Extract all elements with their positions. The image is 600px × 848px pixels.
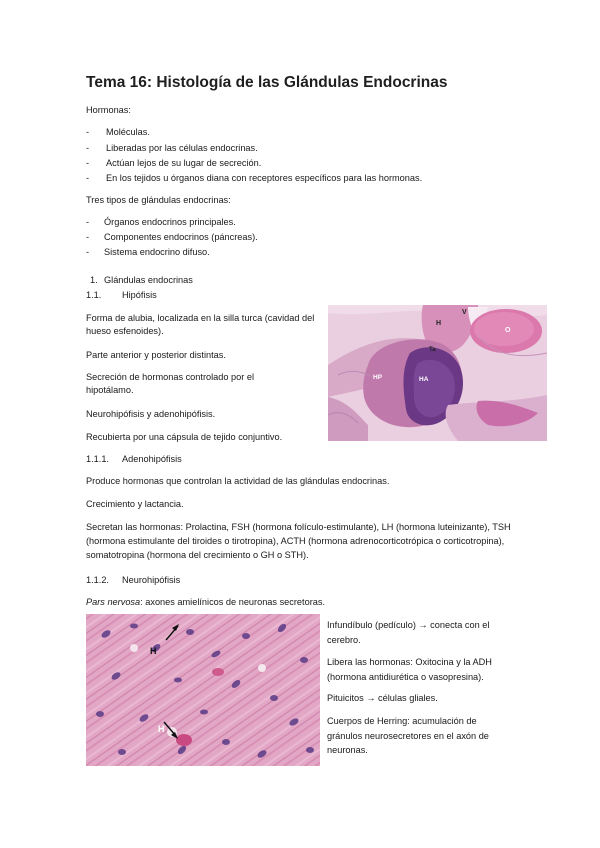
label-hp: HP — [373, 374, 383, 381]
section-number: 1.1. — [86, 290, 102, 300]
list-item: Sistema endocrino difuso. — [104, 247, 210, 257]
section-heading: Adenohipófisis — [122, 454, 182, 464]
paragraph: Forma de alubia, localizada en la silla turca (cavidad del hueso esfenoides). — [86, 313, 315, 336]
label-h-1: H — [150, 646, 157, 656]
list-item: Órganos endocrinos principales. — [104, 217, 236, 227]
list-item: Liberadas por las células endocrinas. — [106, 143, 258, 153]
page-title: Tema 16: Histología de las Glándulas Endocrinas — [86, 74, 448, 91]
label-h: H — [436, 320, 442, 327]
paragraph: Parte anterior y posterior distintas. — [86, 350, 226, 360]
list-dash: - — [86, 217, 90, 227]
list-dash: - — [86, 127, 90, 137]
section-heading: Glándulas endocrinas — [104, 275, 193, 285]
paragraph: Cuerpos de Herring: acumulación de gránulos neurosecretores en el axón de neuronas. — [327, 716, 489, 755]
label-h-2: H — [158, 724, 165, 734]
section-number: 1.1.1. — [86, 454, 109, 464]
list-dash: - — [86, 173, 90, 183]
label-o: O — [505, 327, 511, 334]
section-number: 1.1.2. — [86, 575, 109, 585]
section-number: 1. — [90, 275, 98, 285]
section-heading: Hipófisis — [122, 290, 157, 300]
paragraph: Crecimiento y lactancia. — [86, 499, 184, 509]
paragraph: Libera las hormonas: Oxitocina y la ADH (hormona antidiurética o vasopresina). — [327, 657, 492, 682]
list-item: Componentes endocrinos (páncreas). — [104, 232, 258, 242]
pars-nervosa-line — [86, 596, 325, 608]
tipos-heading: Tres tipos de glándulas endocrinas: — [86, 195, 231, 205]
list-item: Moléculas. — [106, 127, 150, 137]
paragraph: Neurohipófisis y adenohipófisis. — [86, 409, 216, 419]
pars-nervosa-italic: Pars nervosa — [86, 597, 141, 607]
list-item: En los tejidos u órganos diana con receptores específicos para las hormonas. — [106, 173, 423, 183]
neurohypophysis-histology-image — [86, 614, 320, 766]
list-dash: - — [86, 143, 90, 153]
label-ta: Ta — [429, 347, 436, 353]
hormonas-heading: Hormonas: — [86, 105, 131, 115]
paragraph: Infundíbulo (pedículo) → conecta con el cerebro. — [327, 620, 490, 645]
label-v: V — [462, 309, 467, 316]
pars-nervosa-text: : axones amielínicos de neuronas secretoras. — [140, 597, 326, 607]
label-ha: HA — [419, 376, 429, 383]
pituitary-histology-image — [328, 305, 547, 441]
paragraph: Pituicitos → células gliales. — [327, 693, 438, 703]
section-heading: Neurohipófisis — [122, 575, 181, 585]
paragraph: Secretan las hormonas: Prolactina, FSH (hormona folículo-estimulante), LH (hormona luteinizante), TSH (hormona estimulante del tiroides o tirotropina), ACTH (hormona adrenocorticotrópica o corticotropina), somatotropina (hormona del crecimiento o GH o STH). — [86, 522, 511, 560]
paragraph: Produce hormonas que controlan la actividad de las glándulas endocrinas. — [86, 476, 390, 486]
paragraph: Recubierta por una cápsula de tejido conjuntivo. — [86, 432, 283, 442]
list-dash: - — [86, 232, 90, 242]
list-dash: - — [86, 158, 90, 168]
list-dash: - — [86, 247, 90, 257]
list-item: Actúan lejos de su lugar de secreción. — [106, 158, 262, 168]
paragraph: Secreción de hormonas controlado por el hipotálamo. — [86, 372, 255, 395]
